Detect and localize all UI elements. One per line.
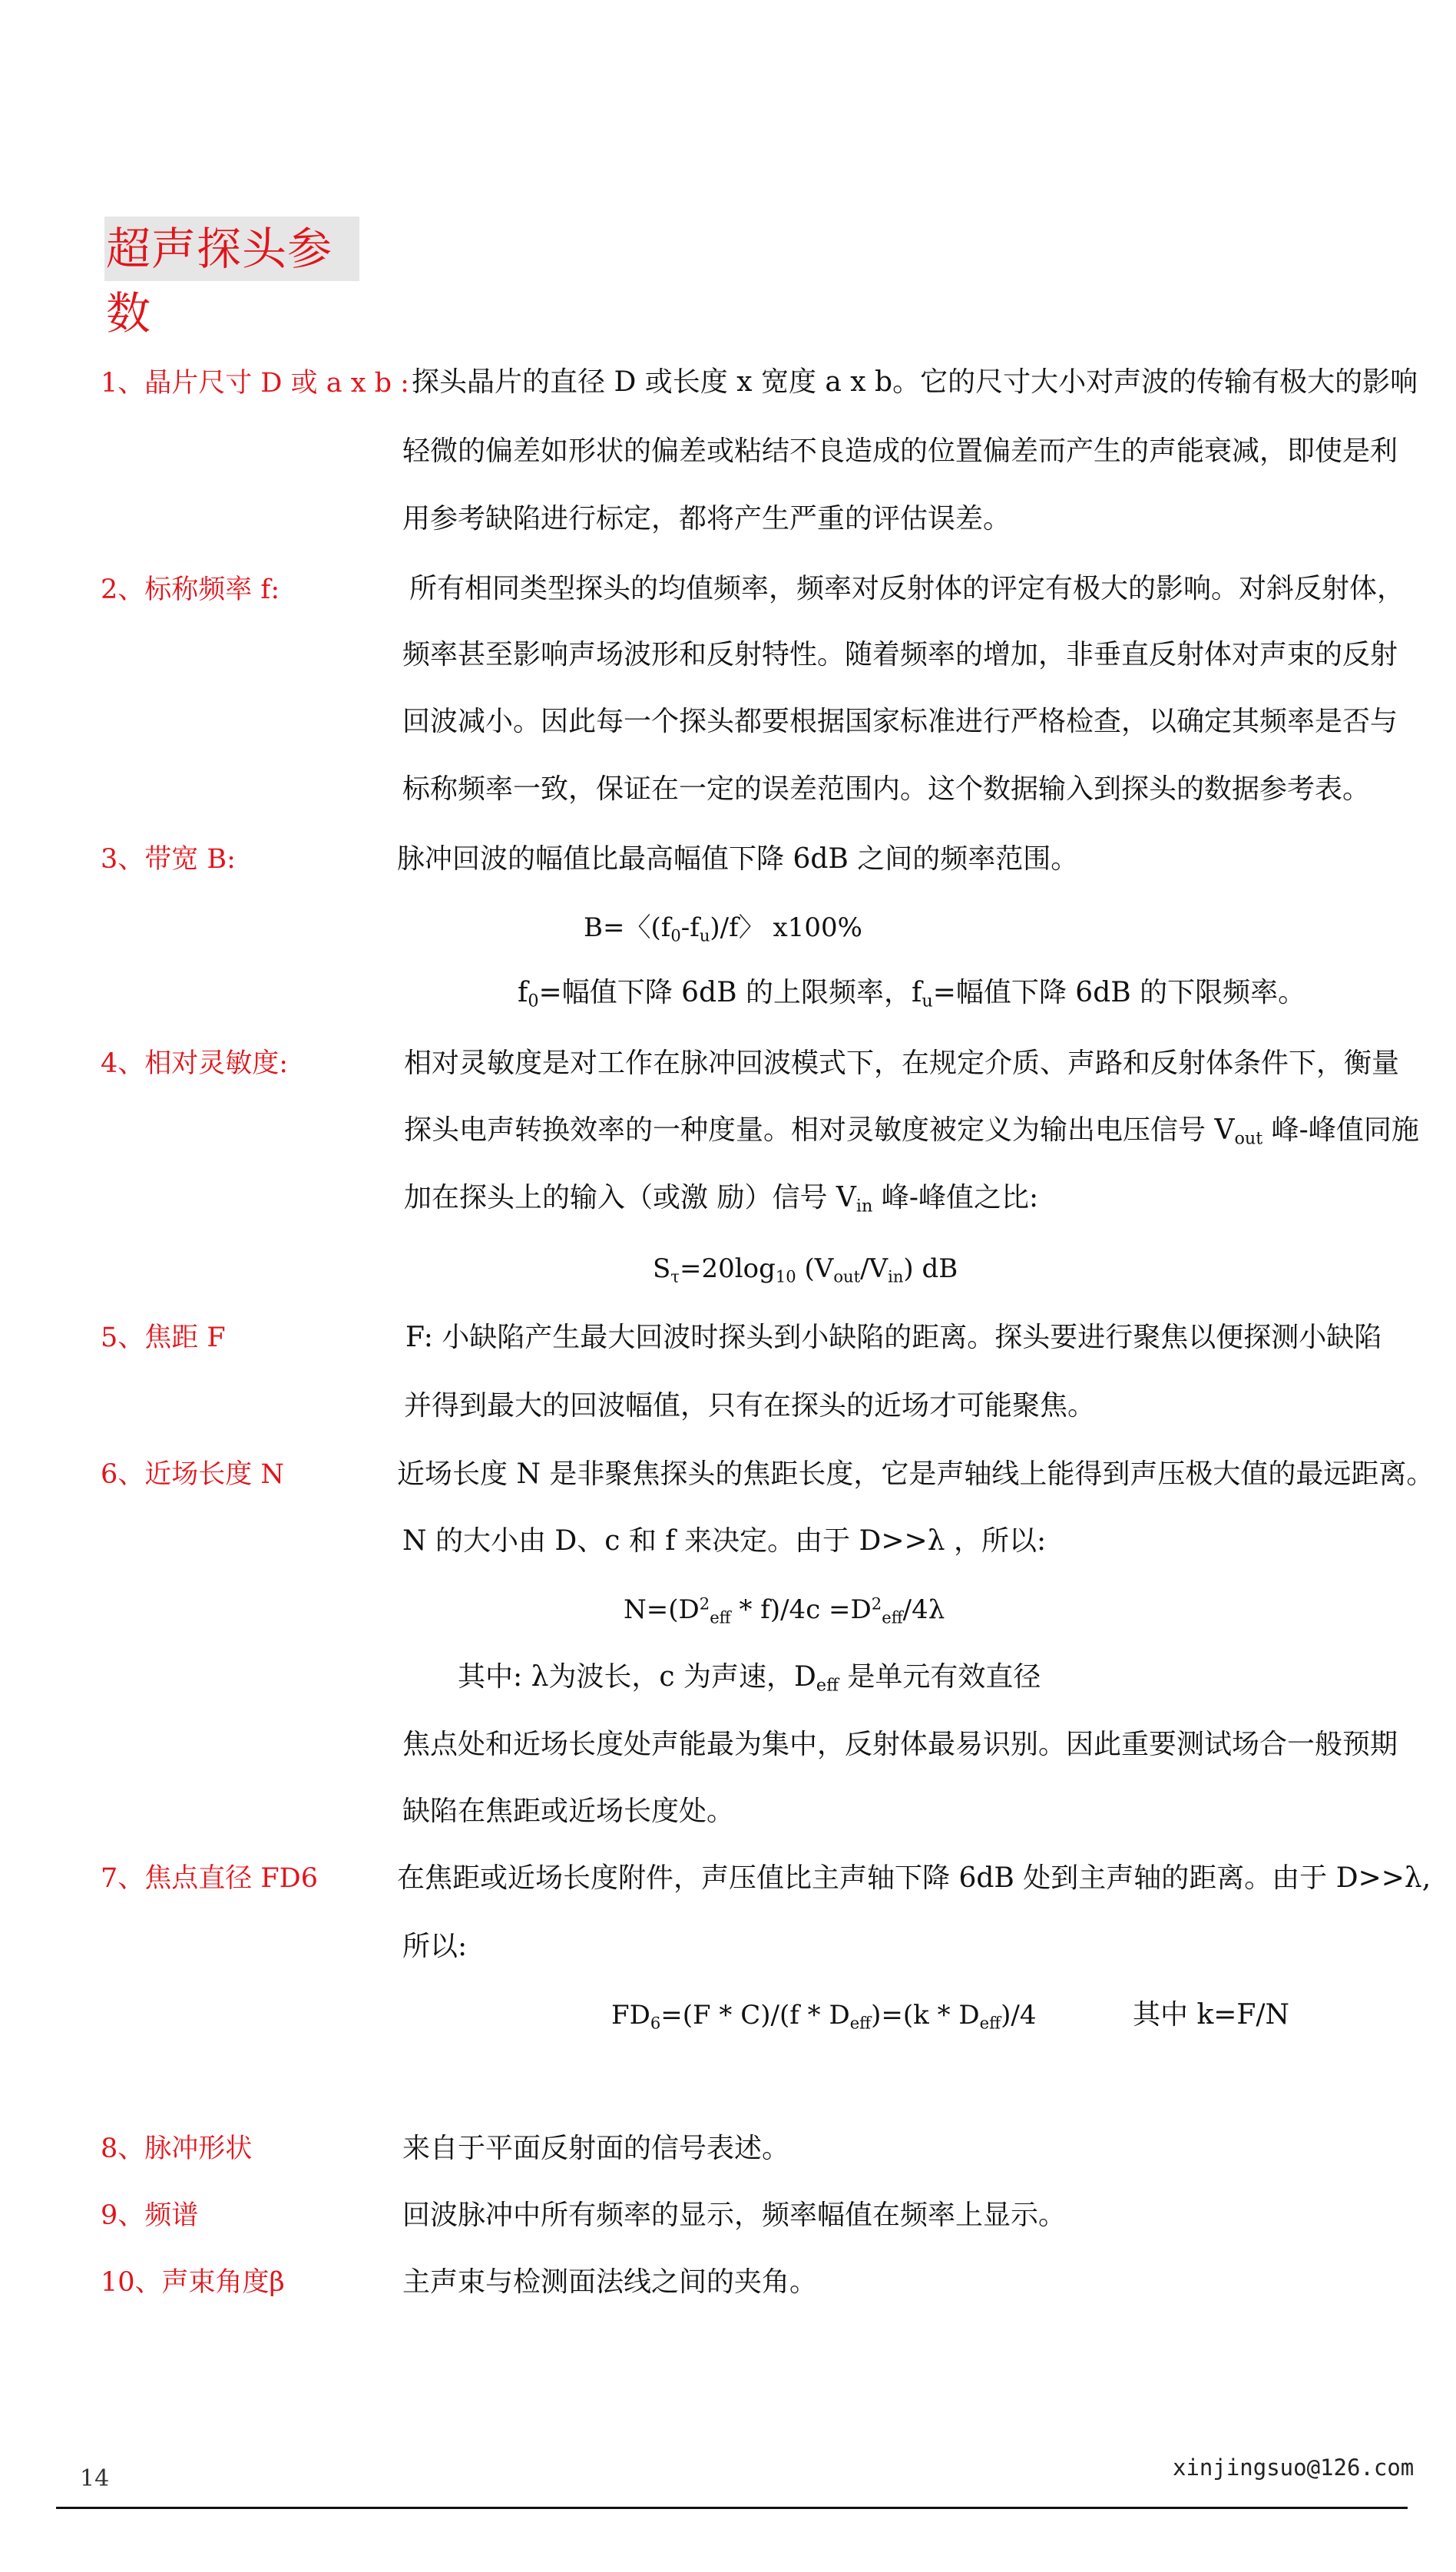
term-spectrum: 9、频谱 xyxy=(101,2200,199,2231)
body-line: F: 小缺陷产生最大回波时探头到小缺陷的距离。探头要进行聚焦以便探测小缺陷 xyxy=(405,1322,1382,1353)
term-focal-distance: 5、焦距 F xyxy=(101,1322,226,1353)
term-pulse-shape: 8、脉冲形状 xyxy=(101,2133,253,2164)
body-line: 用参考缺陷进行标定，都将产生严重的评估误差。 xyxy=(402,503,1011,535)
body-line: 回波减小。因此每一个探头都要根据国家标准进行严格检查，以确定其频率是否与 xyxy=(402,706,1398,737)
term-nominal-frequency: 2、标称频率 f: xyxy=(101,574,280,605)
body-line: 探头晶片的直径 D 或长度 x 宽度 a x b。它的尺寸大小对声波的传输有极大的影响 xyxy=(412,366,1418,398)
body-line: 所以: xyxy=(402,1931,468,1962)
term-focal-diameter: 7、焦点直径 FD6 xyxy=(101,1863,319,1894)
formula-note: 其中 k=F/N xyxy=(1133,1999,1290,2031)
formula-bandwidth: B=〈$(f_0-f_u)/f$〉 x100% xyxy=(584,912,862,945)
term-beam-angle: 10、声束角度β xyxy=(101,2267,285,2298)
formula-focal-diameter: $FD_6=(F * C)/(f * D_{eff})=(k * D_{eff})/4$ xyxy=(611,2000,1037,2033)
body-line: 来自于平面反射面的信号表述。 xyxy=(402,2133,790,2164)
body-line: 加在探头上的输入（或激 励）信号 $V_{in}$ 峰-峰值之比: xyxy=(404,1182,1039,1216)
body-line: 主声束与检测面法线之间的夹角。 xyxy=(402,2266,818,2298)
body-line: 轻微的偏差如形状的偏差或粘结不良造成的位置偏差而产生的声能衰减，即使是利 xyxy=(402,435,1398,467)
body-line: 相对灵敏度是对工作在脉冲回波模式下，在规定介质、声路和反射体条件下，衡量 xyxy=(404,1048,1400,1079)
body-line: 标称频率一致，保证在一定的误差范围内。这个数据输入到探头的数据参考表。 xyxy=(402,773,1371,805)
term-bandwidth: 3、带宽 B: xyxy=(101,844,236,875)
term-near-field-length: 6、近场长度 N xyxy=(101,1459,285,1490)
body-line: 在焦距或近场长度附件，声压值比主声轴下降 6dB 处到主声轴的距离。由于 D>>λ, xyxy=(397,1862,1431,1894)
formula-sensitivity: $S_\tau=20\log_{10}$ $(V_{out}/V_{in})$ dB xyxy=(653,1253,958,1286)
term-relative-sensitivity: 4、相对灵敏度: xyxy=(101,1048,289,1079)
body-line: 近场长度 N 是非聚焦探头的焦距长度，它是声轴线上能得到声压极大值的最远距离。 xyxy=(397,1458,1434,1490)
body-line: 探头电声转换效率的一种度量。相对灵敏度被定义为输出电压信号 $V_{out}$ 峰-峰值同施 xyxy=(404,1114,1419,1149)
formula-note: $f_0=$幅值下降 6dB 的上限频率，$f_u=$幅值下降 6dB 的下限频率。 xyxy=(518,977,1306,1011)
body-line: 所有相同类型探头的均值频率，频率对反射体的评定有极大的影响。对斜反射体， xyxy=(409,573,1405,604)
body-line: N 的大小由 D、c 和 f 来决定。由于 D>>λ ，所以: xyxy=(402,1525,1047,1557)
formula-note: 其中: λ为波长，c 为声速，$D_{eff}$ 是单元有效直径 xyxy=(458,1661,1041,1696)
body-line: 频率甚至影响声场波形和反射特性。随着频率的增加，非垂直反射体对声束的反射 xyxy=(402,639,1398,670)
footer-divider xyxy=(56,2507,1408,2509)
page-title: 超声探头参数 xyxy=(104,217,359,281)
formula-near-field: $N=(D^2_{eff} * f)/4c =D^2_{eff}/4\lambda$ xyxy=(624,1594,945,1627)
body-line: 并得到最大的回波幅值，只有在探头的近场才可能聚焦。 xyxy=(404,1390,1096,1422)
term-crystal-size: 1、晶片尺寸 D 或 a x b : xyxy=(101,368,409,399)
body-line: 缺陷在焦距或近场长度处。 xyxy=(402,1796,735,1827)
body-line: 焦点处和近场长度处声能最为集中，反射体最易识别。因此重要测试场合一般预期 xyxy=(402,1729,1398,1760)
footer-email: xinjingsuo@126.com xyxy=(1173,2454,1415,2481)
body-line: 回波脉冲中所有频率的显示，频率幅值在频率上显示。 xyxy=(402,2200,1067,2231)
body-line: 脉冲回波的幅值比最高幅值下降 6dB 之间的频率范围。 xyxy=(397,843,1079,875)
page-number: 14 xyxy=(80,2465,110,2492)
